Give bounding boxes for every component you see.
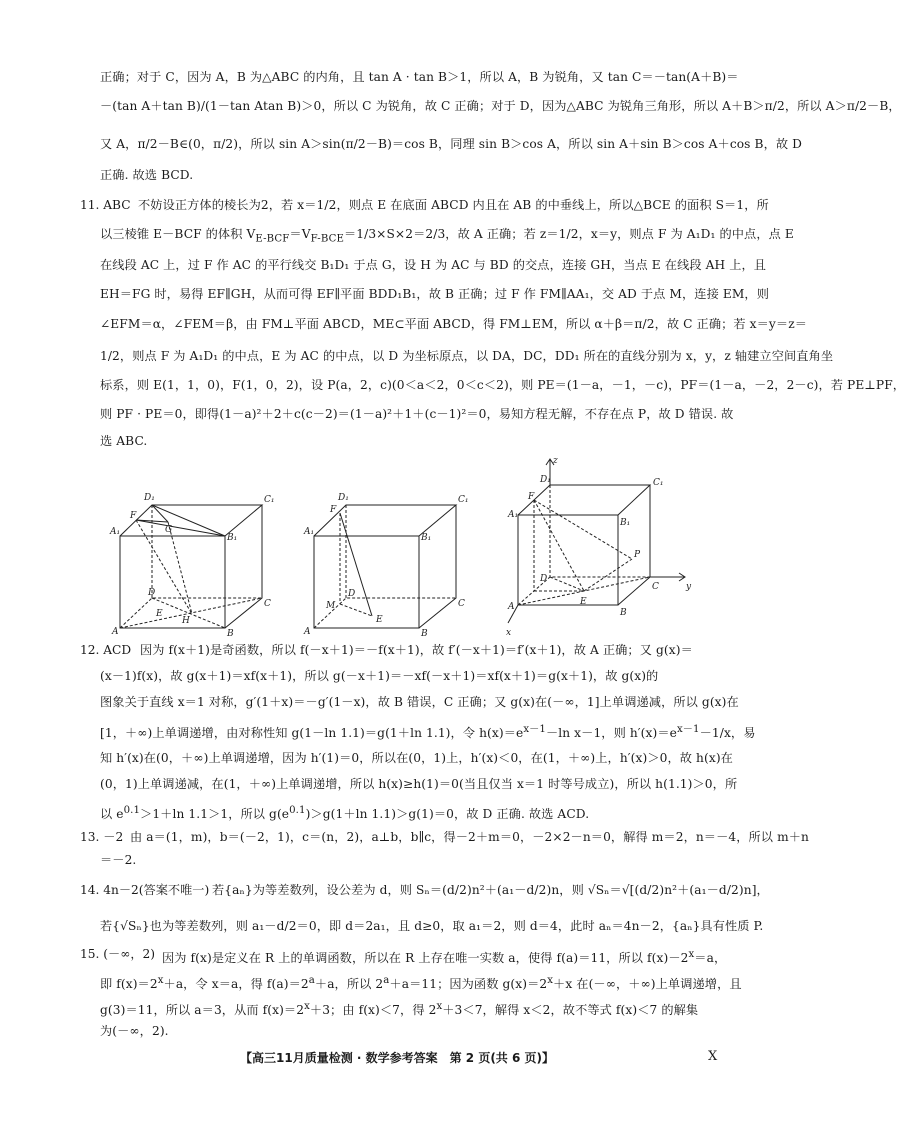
figure-point-label: B₁: [421, 533, 432, 543]
cube-figure-2: [302, 488, 472, 640]
text-line: ∠EFM＝α，∠FEM＝β，由 FM⊥平面 ABCD，ME⊂平面 ABCD，得 FM⊥EM，所以 α＋β＝π/2，故 C 正确；若 x＝y＝z＝: [100, 317, 807, 331]
text-line: 则 PF · PE＝0，即得(1－a)²＋2＋c(c－2)＝(1－a)²＋1＋(c－1)²＝0，易知方程无解，不存在点 P，故 D 错误. 故: [100, 407, 734, 421]
figure-point-label: C: [264, 599, 271, 609]
figure-point-label: B: [227, 629, 234, 639]
text-line: 选 ABC.: [100, 434, 148, 448]
figure-point-label: A: [112, 627, 119, 637]
text-line: (0，1)上单调递减，在(1，＋∞)上单调递增，所以 h(x)≥h(1)＝0(当且仅当 x＝1 时等号成立)，所以 h(1.1)＞0，所: [100, 777, 738, 791]
text-line: [1，＋∞)上单调递增，由对称性知 g(1－ln 1.1)＝g(1＋ln 1.1)，令 $h(x)=e^{x-1}-\ln$ x－1，则 $h'(x)=e^{x-1}-1/x$，易: [100, 724, 756, 741]
text-line: 在线段 AC 上，过 F 作 AC 的平行线交 B₁D₁ 于点 G，设 H 为 AC 与 BD 的交点，连接 GH，当点 E 在线段 AH 上，且: [100, 258, 767, 272]
text-line: 即 $f(x)=2^x+a$，令 x＝a，得 $f(a)=2^a+a$，所以 $2^a+a=11$；因为函数 $g(x)=2^x+x$ 在(－∞，＋∞)上单调递增，且: [100, 975, 742, 992]
text-line: EH＝FG 时，易得 EF∥GH，从而可得 EF∥平面 BDD₁B₁，故 B 正确；过 F 作 FM∥AA₁，交 AD 于点 M，连接 EM，则: [100, 287, 769, 301]
figure-point-label: B₁: [620, 518, 631, 528]
figure-point-label: D₁: [540, 475, 551, 485]
figure-point-label: C₁: [653, 478, 664, 488]
figure-point-label: A₁: [304, 527, 315, 537]
text-line: 因为 f(x＋1)是奇函数，所以 f(－x＋1)＝－f(x＋1)，故 f′(－x＋1)＝f′(x＋1)，故 A 正确；又 g(x)＝: [140, 643, 693, 657]
question-label: 15. (－∞，2): [80, 947, 156, 961]
text-line: 正确；对于 C，因为 A，B 为△ABC 的内角，且 tan A · tan B＞1，所以 A，B 为锐角，又 tan C＝－tan(A＋B)＝: [100, 70, 739, 84]
text-line: 图象关于直线 x＝1 对称，g′(1＋x)＝－g′(1－x)，故 B 错误，C 正确；又 g(x)在(－∞，1]上单调递减，所以 g(x)在: [100, 695, 739, 709]
text-line: 为(－∞，2).: [100, 1024, 169, 1038]
text-line: 因为 f(x)是定义在 R 上的单调函数，所以在 R 上存在唯一实数 a，使得 f(a)＝11，所以 $f(x)-2^x=a$，: [162, 949, 727, 966]
figure-point-label: G: [165, 525, 173, 535]
text-line: －(tan A＋tan B)/(1－tan Atan B)＞0，所以 C 为锐角，故 C 正确；对于 D，因为△ABC 为锐角三角形，所以 A＋B＞π/2，所以 A＞π/2－B，: [100, 99, 901, 113]
text-line: 以 $e^{0.1}>1+\ln$ 1.1＞1，所以 $g(e^{0.1})>g(1+\ln$ 1.1)＞g(1)＝0，故 D 正确. 故选 ACD.: [100, 805, 590, 822]
text-line: 不妨设正方体的棱长为2，若 x＝1/2，则点 E 在底面 ABCD 内且在 AB 的中垂线上，所以△BCE 的面积 S＝1，所: [138, 198, 769, 212]
figure-point-label: A: [508, 602, 515, 612]
text-line: 由 a＝(1，m)，b＝(－2，1)，c＝(n，2)，a⊥b，b∥c，得－2＋m＝0，－2×2－n＝0，解得 m＝2，n＝－4，所以 m＋n: [130, 830, 809, 844]
figure-point-label: H: [182, 616, 190, 626]
figure-point-label: A₁: [110, 527, 121, 537]
question-label: 14. 4n－2(答案不唯一): [80, 883, 210, 897]
figure-point-label: A: [304, 627, 311, 637]
figure-point-label: C₁: [458, 495, 469, 505]
figure-point-label: D: [148, 588, 156, 598]
figure-point-label: P: [634, 550, 641, 560]
text-line: g(3)＝11，所以 a＝3，从而 $f(x)=2^x+3$；由 f(x)＜7，得 $2^x+3<7$，解得 x＜2，故不等式 f(x)＜7 的解集: [100, 1001, 699, 1018]
figure-point-label: F: [528, 492, 535, 502]
figure-point-label: C₁: [264, 495, 275, 505]
text-line: 若{aₙ}为等差数列，设公差为 d，则 Sₙ＝(d/2)n²＋(a₁－d/2)n，则 √Sₙ＝√[(d/2)n²＋(a₁－d/2)n]，: [212, 883, 769, 897]
text-line: (x－1)f(x)，故 g(x＋1)＝xf(x＋1)，所以 g(－x＋1)＝－xf(－x＋1)＝xf(x＋1)＝g(x＋1)，故 g(x)的: [100, 669, 659, 683]
figure-point-label: M: [326, 601, 336, 611]
figure-point-label: D: [540, 574, 548, 584]
text-line: 正确. 故选 BCD.: [100, 168, 194, 182]
figure-point-label: x: [506, 628, 512, 638]
text-line: 知 h′(x)在(0，＋∞)上单调递增，因为 h′(1)＝0，所以在(0，1)上，h′(x)＜0，在(1，＋∞)上，h′(x)＞0，故 h(x)在: [100, 751, 733, 765]
text-line: 1/2，则点 F 为 A₁D₁ 的中点，E 为 AC 的中点，以 D 为坐标原点，以 DA，DC，DD₁ 所在的直线分别为 x，y，z 轴建立空间直角坐: [100, 349, 834, 363]
text-line: 若{√Sₙ}也为等差数列，则 a₁－d/2＝0，即 d＝2a₁，且 d≥0，取 a₁＝2，则 d＝4，此时 aₙ＝4n－2，{aₙ}具有性质 P.: [100, 919, 764, 933]
figure-point-label: B: [421, 629, 428, 639]
figure-point-label: z: [553, 456, 558, 466]
text-line: 标系，则 E(1，1，0)，F(1，0，2)，设 P(a，2，c)(0＜a＜2，0＜c＜2)，则 PE＝(1－a，－1，－c)，PF＝(1－a，－2，2－c)，若 PE⊥PF，: [100, 378, 905, 392]
page-footer: 【高三11月质量检测 · 数学参考答案 第 2 页(共 6 页)】: [240, 1051, 554, 1065]
figure-point-label: D₁: [144, 493, 155, 503]
text-line: 以三棱锥 E－BCF 的体积 $V_{E-BCF}=V_{F-BCE}=1/3\times S\times 2=2/3$，故 A 正确；若 z＝1/2，x＝y，则点 F 为 A₁D₁ 的中点，点 E: [100, 227, 794, 245]
figure-point-label: C: [652, 582, 659, 592]
coordinate-cube-figure: [500, 455, 700, 644]
figure-point-label: D₁: [338, 493, 349, 503]
figure-point-label: E: [376, 615, 383, 625]
text-line: 又 A，π/2－B∈(0，π/2)，所以 sin A＞sin(π/2－B)＝cos B，同理 sin B＞cos A，所以 sin A＋sin B＞cos A＋cos B，故 D: [100, 137, 802, 151]
figure-point-label: y: [686, 582, 692, 592]
figure-point-label: E: [580, 597, 587, 607]
text-line: ＝－2.: [100, 853, 137, 867]
figure-point-label: F: [330, 505, 337, 515]
question-label: 11. ABC: [80, 198, 131, 212]
figure-point-label: B₁: [227, 533, 238, 543]
figure-point-label: D: [348, 589, 356, 599]
corner-mark: X: [708, 1049, 718, 1064]
cube-figure-1: [110, 488, 280, 640]
figure-point-label: A₁: [508, 510, 519, 520]
question-label: 12. ACD: [80, 643, 132, 657]
figure-point-label: F: [130, 511, 137, 521]
figure-point-label: C: [458, 599, 465, 609]
question-label: 13. －2: [80, 830, 124, 844]
figure-point-label: E: [156, 609, 163, 619]
figure-point-label: B: [620, 608, 627, 618]
